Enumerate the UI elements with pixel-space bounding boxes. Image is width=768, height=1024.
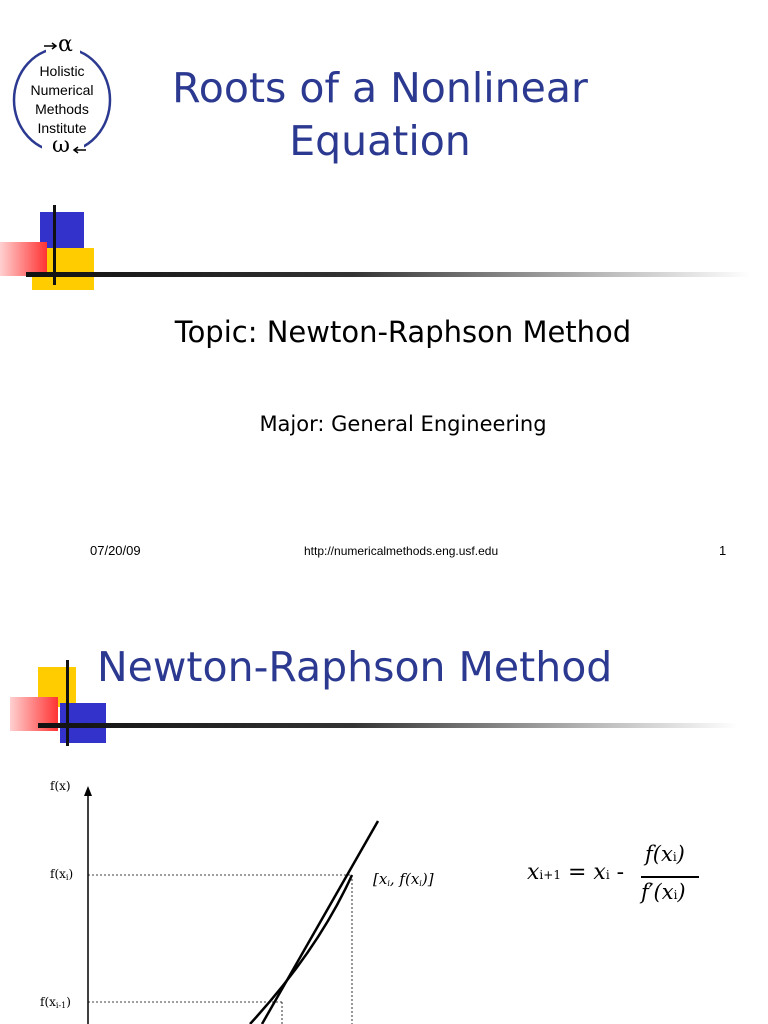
fraction-bar (641, 876, 699, 878)
formula-lhs: xi+1 = xi - (527, 860, 625, 885)
fxim1-label: $f(x_{i-1})$ (40, 995, 71, 1010)
footer-date: 07/20/09 (90, 543, 141, 558)
topic-text: Topic: Newton-Raphson Method (174, 315, 632, 349)
footer-url[interactable]: http://numericalmethods.eng.usf.edu (304, 544, 499, 558)
footer-page-number: 1 (719, 543, 727, 558)
formula-numerator: f(xi) (645, 842, 685, 866)
omega-symbol: ω (52, 133, 70, 158)
logo-line-4: Institute (37, 120, 87, 136)
point-label: [$x_i$, $f(x_i)$] (373, 870, 434, 888)
slide2-divider (38, 723, 738, 728)
slide1-title-line2: Equation (289, 117, 471, 165)
y-axis-label: f(x) (50, 779, 71, 793)
slide1-divider (26, 272, 750, 277)
fxi-label: $f(x_i)$ (50, 867, 74, 882)
deco-vertical-line-2 (66, 660, 69, 746)
major-text: Major: General Engineering (259, 412, 547, 436)
y-axis-arrow-icon (84, 786, 92, 796)
tangent-line (262, 821, 378, 1024)
slide1-title-line1: Roots of a Nonlinear (172, 64, 588, 112)
holistic-numerical-methods-logo (8, 32, 116, 160)
logo-line-2: Numerical (30, 82, 94, 98)
slide1-title (130, 62, 630, 168)
formula-denominator: f′(xi) (641, 880, 686, 904)
alpha-symbol: α (58, 32, 73, 57)
deco-red-square (0, 242, 47, 276)
newton-raphson-formula (527, 840, 727, 920)
slide2-title: Newton-Raphson Method (97, 643, 613, 691)
logo-line-3: Methods (35, 101, 89, 117)
logo-line-1: Holistic (39, 63, 85, 79)
